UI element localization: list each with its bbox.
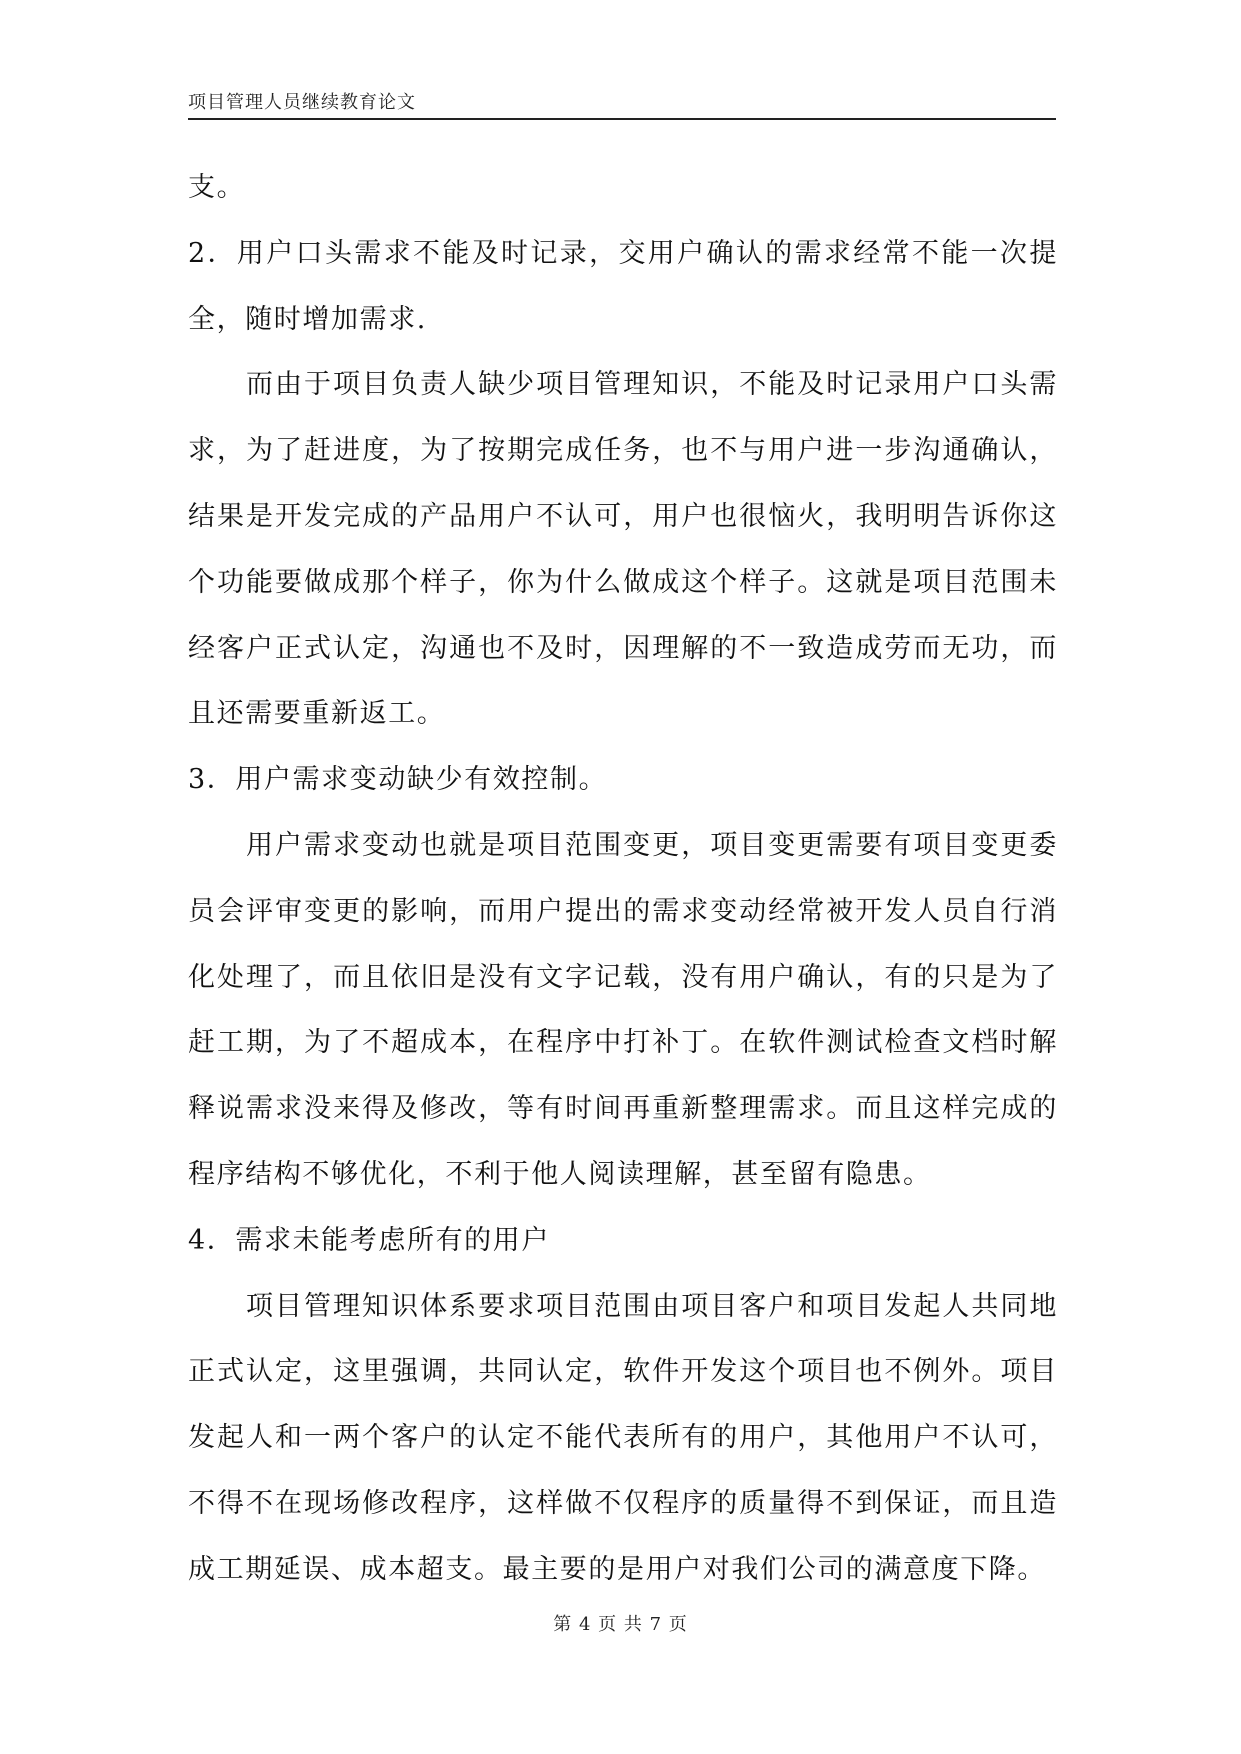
paragraph: 用户需求变动也就是项目范围变更，项目变更需要有项目变更委员会评审变更的影响，而用户提出的需求变动经常被开发人员自行消化处理了，而且依旧是没有文字记载，没有用户确认，有的只是为了赶工期，为了不超成本，在程序中打补丁。在软件测试检查文档时解释说需求没来得及修改，等有时间再重新整理需求。而且这样完成的程序结构不够优化，不利于他人阅读理解，甚至留有隐患。	[188, 829, 1058, 1190]
page-number-footer: 第 4 页 共 7 页	[553, 1614, 688, 1635]
list-item-heading: 2．用户口头需求不能及时记录，交用户确认的需求经常不能一次提全，随时增加需求.	[188, 237, 1058, 335]
paragraph: 项目管理知识体系要求项目范围由项目客户和项目发起人共同地正式认定，这里强调，共同认定，软件开发这个项目也不例外。项目发起人和一两个客户的认定不能代表所有的用户，其他用户不认可，不得不在现场修改程序，这样做不仅程序的质量得不到保证，而且造成工期延误、成本超支。最主要的是用户对我们公司的满意度下降。	[188, 1290, 1058, 1585]
list-item-heading: 4．需求未能考虑所有的用户	[188, 1224, 550, 1256]
paragraph: 支。	[188, 172, 246, 203]
list-item-heading: 3．用户需求变动缺少有效控制。	[188, 764, 608, 796]
paragraph: 而由于项目负责人缺少项目管理知识，不能及时记录用户口头需求，为了赶进度，为了按期完成任务，也不与用户进一步沟通确认，结果是开发完成的产品用户不认可，用户也很恼火，我明明告诉你这个功能要做成那个样子，你为什么做成这个样子。这就是项目范围未经客户正式认定，沟通也不及时，因理解的不一致造成劳而无功，而且还需要重新返工。	[188, 369, 1058, 730]
body-text	[188, 155, 1058, 1603]
page-header	[188, 88, 1056, 120]
header-title: 项目管理人员继续教育论文	[188, 92, 416, 113]
